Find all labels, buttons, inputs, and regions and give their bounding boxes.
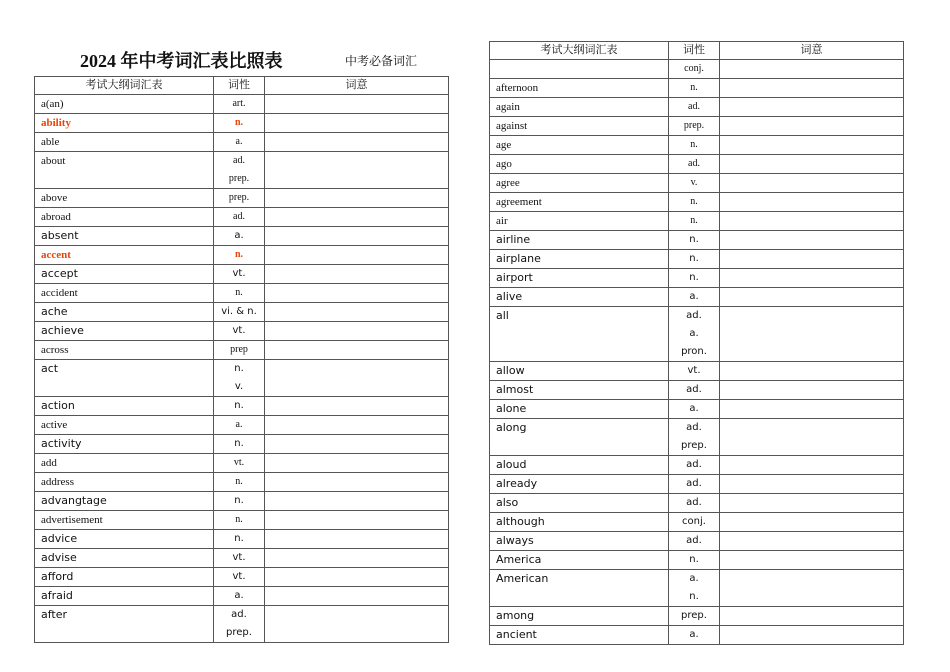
pos-cell xyxy=(669,136,720,154)
pos-value: ad. xyxy=(688,158,700,169)
table-row xyxy=(490,513,903,532)
pos-cell xyxy=(669,174,720,192)
word-cell: already xyxy=(490,475,669,493)
word-cell: accident xyxy=(35,284,214,302)
pos-cell xyxy=(214,265,265,283)
word-cell: allow xyxy=(490,362,669,380)
table-row xyxy=(35,397,448,416)
meaning-cell xyxy=(720,551,903,569)
word-cell: advertisement xyxy=(35,511,214,529)
pos-value: ad. xyxy=(686,497,702,508)
meaning-cell xyxy=(720,136,903,154)
word-cell: advise xyxy=(35,549,214,567)
vocab-table-right xyxy=(489,41,904,645)
table-row xyxy=(35,473,448,492)
pos-value: a. xyxy=(235,419,243,430)
table-row xyxy=(35,568,448,587)
pos-value: ad. xyxy=(686,478,702,489)
pos-value: n. xyxy=(689,234,699,245)
pos-cell xyxy=(214,454,265,472)
meaning-cell xyxy=(265,284,448,302)
meaning-cell xyxy=(265,114,448,132)
table-row xyxy=(490,136,903,155)
meaning-cell xyxy=(720,626,903,644)
pos-value: prep. xyxy=(228,173,250,184)
pos-cell xyxy=(669,551,720,569)
table-row xyxy=(490,456,903,475)
table-row xyxy=(35,189,448,208)
pos-cell xyxy=(214,435,265,453)
word-cell: American xyxy=(490,570,669,606)
pos-cell xyxy=(214,303,265,321)
table-row xyxy=(490,117,903,136)
pos-cell xyxy=(669,570,720,606)
pos-value: v. xyxy=(234,381,244,392)
pos-value: a. xyxy=(234,590,244,601)
header-pos: 词性 xyxy=(669,42,720,59)
table-row xyxy=(490,155,903,174)
pos-cell xyxy=(214,492,265,510)
pos-value: n. xyxy=(690,215,698,226)
table-row xyxy=(490,494,903,513)
pos-value: n. xyxy=(234,117,244,128)
table-header xyxy=(35,77,448,95)
word-cell: ago xyxy=(490,155,669,173)
meaning-cell xyxy=(720,362,903,380)
page-title: 2024 年中考词汇表比照表 xyxy=(80,51,283,71)
word-cell xyxy=(490,60,669,78)
pos-cell xyxy=(669,513,720,531)
word-cell: action xyxy=(35,397,214,415)
meaning-cell xyxy=(720,570,903,606)
pos-cell xyxy=(669,269,720,287)
table-row xyxy=(490,362,903,381)
meaning-cell xyxy=(720,98,903,116)
table-row xyxy=(490,60,903,79)
meaning-cell xyxy=(720,607,903,625)
meaning-cell xyxy=(720,231,903,249)
pos-value: vi. & n. xyxy=(221,306,257,317)
word-cell: again xyxy=(490,98,669,116)
meaning-cell xyxy=(265,246,448,264)
word-cell: agreement xyxy=(490,193,669,211)
pos-value: ad. xyxy=(233,155,245,166)
word-cell: address xyxy=(35,473,214,491)
table-row xyxy=(35,416,448,435)
meaning-cell xyxy=(265,435,448,453)
table-row xyxy=(490,607,903,626)
table-row xyxy=(35,530,448,549)
table-row xyxy=(490,269,903,288)
table-row xyxy=(35,435,448,454)
word-cell: afraid xyxy=(35,587,214,605)
table-row xyxy=(35,511,448,530)
pos-cell xyxy=(669,193,720,211)
table-row xyxy=(490,79,903,98)
word-cell: act xyxy=(35,360,214,396)
meaning-cell xyxy=(265,492,448,510)
meaning-cell xyxy=(265,322,448,340)
pos-value: n. xyxy=(690,82,698,93)
meaning-cell xyxy=(720,117,903,135)
table-row xyxy=(490,570,903,607)
meaning-cell xyxy=(720,193,903,211)
meaning-cell xyxy=(720,250,903,268)
table-row xyxy=(35,492,448,511)
meaning-cell xyxy=(265,530,448,548)
pos-cell xyxy=(214,549,265,567)
pos-cell xyxy=(214,189,265,207)
word-cell: ancient xyxy=(490,626,669,644)
table-row xyxy=(35,341,448,360)
table-row xyxy=(35,606,448,642)
meaning-cell xyxy=(265,606,448,642)
meaning-cell xyxy=(265,416,448,434)
pos-value: v. xyxy=(690,177,698,188)
pos-cell xyxy=(669,212,720,230)
pos-cell xyxy=(669,607,720,625)
pos-cell xyxy=(669,494,720,512)
word-cell: abroad xyxy=(35,208,214,226)
pos-cell xyxy=(214,568,265,586)
word-cell: also xyxy=(490,494,669,512)
table-row xyxy=(490,288,903,307)
pos-value: prep. xyxy=(681,440,707,451)
meaning-cell xyxy=(265,587,448,605)
word-cell: although xyxy=(490,513,669,531)
pos-value: n. xyxy=(234,363,244,374)
word-cell: ability xyxy=(35,114,214,132)
meaning-cell xyxy=(720,456,903,474)
table-row xyxy=(490,419,903,456)
word-cell: all xyxy=(490,307,669,361)
pos-value: n. xyxy=(689,554,699,565)
meaning-cell xyxy=(720,419,903,455)
pos-cell xyxy=(214,473,265,491)
pos-value: art. xyxy=(232,98,246,109)
pos-value: ad. xyxy=(686,310,702,321)
table-row xyxy=(35,95,448,114)
table-row xyxy=(35,549,448,568)
pos-value: ad. xyxy=(688,101,700,112)
pos-value: a. xyxy=(689,629,699,640)
pos-cell xyxy=(669,400,720,418)
pos-cell xyxy=(214,416,265,434)
pos-value: vt. xyxy=(233,457,245,468)
pos-cell xyxy=(214,227,265,245)
pos-value: ad. xyxy=(233,211,245,222)
pos-value: vt. xyxy=(232,268,246,279)
table-row xyxy=(35,587,448,606)
pos-value: ad. xyxy=(686,459,702,470)
pos-value: n. xyxy=(235,476,243,487)
pos-cell xyxy=(669,532,720,550)
pos-cell xyxy=(214,397,265,415)
meaning-cell xyxy=(265,568,448,586)
pos-cell xyxy=(669,79,720,97)
word-cell: activity xyxy=(35,435,214,453)
pos-cell xyxy=(669,307,720,361)
pos-value: n. xyxy=(689,591,699,602)
pos-value: a. xyxy=(689,573,699,584)
pos-cell xyxy=(214,341,265,359)
word-cell: after xyxy=(35,606,214,642)
meaning-cell xyxy=(265,549,448,567)
meaning-cell xyxy=(720,400,903,418)
pos-value: ad. xyxy=(686,535,702,546)
word-cell: always xyxy=(490,532,669,550)
pos-cell xyxy=(669,231,720,249)
pos-cell xyxy=(214,208,265,226)
table-row xyxy=(490,98,903,117)
pos-value: n. xyxy=(235,287,243,298)
pos-cell xyxy=(214,530,265,548)
table-row xyxy=(35,227,448,246)
word-cell: against xyxy=(490,117,669,135)
meaning-cell xyxy=(265,360,448,396)
table-row xyxy=(35,133,448,152)
table-row xyxy=(490,532,903,551)
meaning-cell xyxy=(720,513,903,531)
meaning-cell xyxy=(265,397,448,415)
pos-value: a. xyxy=(235,136,243,147)
pos-value: pron. xyxy=(681,346,707,357)
meaning-cell xyxy=(265,341,448,359)
pos-value: n. xyxy=(689,253,699,264)
table-row xyxy=(35,208,448,227)
page-subtitle: 中考必备词汇 xyxy=(345,54,418,68)
pos-cell xyxy=(214,284,265,302)
pos-value: prep. xyxy=(681,610,707,621)
table-row xyxy=(490,212,903,231)
word-cell: afford xyxy=(35,568,214,586)
word-cell: about xyxy=(35,152,214,188)
table-row xyxy=(490,475,903,494)
table-row xyxy=(490,231,903,250)
vocab-table-left xyxy=(34,76,449,643)
header-meaning: 词意 xyxy=(345,79,368,91)
meaning-cell xyxy=(265,189,448,207)
header-pos: 词性 xyxy=(214,77,265,94)
word-cell: accent xyxy=(35,246,214,264)
pos-cell xyxy=(214,133,265,151)
meaning-cell xyxy=(720,174,903,192)
pos-value: n. xyxy=(234,533,244,544)
word-cell: across xyxy=(35,341,214,359)
pos-value: ad. xyxy=(686,384,702,395)
pos-value: prep xyxy=(230,344,248,355)
pos-cell xyxy=(214,322,265,340)
word-cell: absent xyxy=(35,227,214,245)
table-row xyxy=(490,250,903,269)
table-row xyxy=(35,322,448,341)
pos-value: vt. xyxy=(232,552,246,563)
pos-value: ad. xyxy=(231,609,247,620)
table-row xyxy=(490,551,903,570)
pos-cell xyxy=(669,381,720,399)
pos-value: n. xyxy=(234,495,244,506)
pos-cell xyxy=(669,98,720,116)
pos-value: prep. xyxy=(683,120,705,131)
pos-cell xyxy=(669,475,720,493)
table-row xyxy=(490,400,903,419)
word-cell: alone xyxy=(490,400,669,418)
word-cell: along xyxy=(490,419,669,455)
pos-value: n. xyxy=(234,249,244,260)
table-row xyxy=(490,193,903,212)
pos-cell xyxy=(214,114,265,132)
pos-value: n. xyxy=(234,438,244,449)
pos-cell xyxy=(669,288,720,306)
word-cell: able xyxy=(35,133,214,151)
pos-value: prep. xyxy=(226,627,252,638)
word-cell: afternoon xyxy=(490,79,669,97)
word-cell: ache xyxy=(35,303,214,321)
table-row xyxy=(35,360,448,397)
pos-cell xyxy=(669,626,720,644)
word-cell: alive xyxy=(490,288,669,306)
word-cell: active xyxy=(35,416,214,434)
meaning-cell xyxy=(720,307,903,361)
meaning-cell xyxy=(265,454,448,472)
meaning-cell xyxy=(720,532,903,550)
pos-value: prep. xyxy=(228,192,250,203)
word-cell: a(an) xyxy=(35,95,214,113)
meaning-cell xyxy=(720,60,903,78)
table-row xyxy=(35,265,448,284)
header-word: 考试大纲词汇表 xyxy=(35,77,214,94)
pos-cell xyxy=(669,456,720,474)
pos-cell xyxy=(669,362,720,380)
meaning-cell xyxy=(720,79,903,97)
meaning-cell xyxy=(265,152,448,188)
pos-value: a. xyxy=(689,291,699,302)
meaning-cell xyxy=(265,208,448,226)
meaning-cell xyxy=(265,265,448,283)
table-row xyxy=(35,454,448,473)
table-row xyxy=(490,174,903,193)
pos-value: n. xyxy=(689,272,699,283)
pos-cell xyxy=(669,117,720,135)
pos-value: conj. xyxy=(684,63,704,74)
meaning-cell xyxy=(720,212,903,230)
pos-value: a. xyxy=(689,403,699,414)
table-row xyxy=(35,114,448,133)
table-row xyxy=(490,626,903,644)
pos-cell xyxy=(214,246,265,264)
table-row xyxy=(35,303,448,322)
pos-value: n. xyxy=(235,514,243,525)
meaning-cell xyxy=(720,494,903,512)
pos-cell xyxy=(214,360,265,396)
meaning-cell xyxy=(720,288,903,306)
pos-cell xyxy=(669,60,720,78)
meaning-cell xyxy=(265,133,448,151)
meaning-cell xyxy=(265,511,448,529)
table-row xyxy=(490,381,903,400)
pos-value: vt. xyxy=(232,571,246,582)
word-cell: airplane xyxy=(490,250,669,268)
word-cell: airport xyxy=(490,269,669,287)
pos-value: a. xyxy=(689,328,699,339)
word-cell: advice xyxy=(35,530,214,548)
pos-cell xyxy=(214,95,265,113)
pos-value: n. xyxy=(234,400,244,411)
pos-value: conj. xyxy=(682,516,706,527)
pos-cell xyxy=(214,587,265,605)
word-cell: add xyxy=(35,454,214,472)
table-row xyxy=(35,284,448,303)
word-cell: almost xyxy=(490,381,669,399)
table-row xyxy=(35,152,448,189)
pos-cell xyxy=(669,419,720,455)
word-cell: advangtage xyxy=(35,492,214,510)
table-row xyxy=(35,246,448,265)
pos-cell xyxy=(214,606,265,642)
word-cell: agree xyxy=(490,174,669,192)
table-row xyxy=(490,307,903,362)
word-cell: achieve xyxy=(35,322,214,340)
pos-value: n. xyxy=(690,139,698,150)
pos-cell xyxy=(214,152,265,188)
header-word: 考试大纲词汇表 xyxy=(490,42,669,59)
word-cell: America xyxy=(490,551,669,569)
meaning-cell xyxy=(265,473,448,491)
pos-value: vt. xyxy=(232,325,246,336)
meaning-cell xyxy=(265,95,448,113)
pos-value: a. xyxy=(234,230,244,241)
word-cell: among xyxy=(490,607,669,625)
word-cell: air xyxy=(490,212,669,230)
word-cell: age xyxy=(490,136,669,154)
meaning-cell xyxy=(720,475,903,493)
pos-cell xyxy=(669,155,720,173)
pos-value: n. xyxy=(690,196,698,207)
header-meaning: 词意 xyxy=(800,44,823,56)
pos-cell xyxy=(214,511,265,529)
pos-value: ad. xyxy=(686,422,702,433)
meaning-cell xyxy=(720,155,903,173)
word-cell: above xyxy=(35,189,214,207)
word-cell: accept xyxy=(35,265,214,283)
meaning-cell xyxy=(265,227,448,245)
pos-value: vt. xyxy=(687,365,701,376)
word-cell: airline xyxy=(490,231,669,249)
meaning-cell xyxy=(720,381,903,399)
word-cell: aloud xyxy=(490,456,669,474)
table-header xyxy=(490,42,903,60)
meaning-cell xyxy=(720,269,903,287)
meaning-cell xyxy=(265,303,448,321)
pos-cell xyxy=(669,250,720,268)
